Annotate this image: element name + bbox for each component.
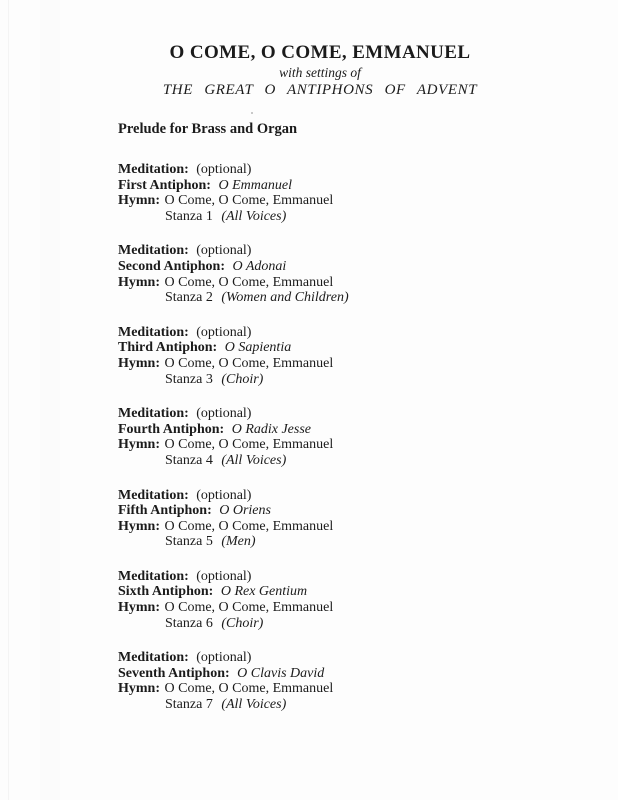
program-entry — [118, 325, 618, 387]
stanza-voices: (Choir) — [221, 371, 264, 387]
meditation-line — [118, 325, 618, 341]
scan-artifact-dot — [251, 112, 253, 114]
hymn-title: O Come, O Come, Emmanuel — [164, 518, 334, 534]
stanza-voices: (Choir) — [221, 615, 264, 631]
antiphon-label: Seventh Antiphon: — [118, 665, 230, 681]
stanza-line — [118, 453, 618, 469]
stanza-line — [118, 697, 618, 713]
stanza-number: Stanza 6 — [165, 615, 213, 631]
prelude-line: Prelude for Brass and Organ — [118, 121, 298, 137]
hymn-line — [118, 519, 618, 535]
program-entry — [118, 243, 618, 305]
antiphon-line — [118, 422, 618, 438]
antiphon-name: O Adonai — [232, 258, 287, 274]
program-entry — [118, 488, 618, 550]
antiphon-name: O Sapientia — [224, 340, 292, 356]
program-entry — [118, 162, 618, 224]
stanza-number: Stanza 2 — [165, 290, 213, 306]
hymn-label: Hymn: — [118, 600, 160, 616]
hymn-title: O Come, O Come, Emmanuel — [164, 274, 334, 290]
stanza-line — [118, 534, 618, 550]
program-entry — [118, 569, 618, 631]
scan-shadow-band — [40, 0, 60, 800]
antiphon-name: O Rex Gentium — [220, 584, 308, 600]
hymn-line — [118, 275, 618, 291]
program-entry — [118, 406, 618, 468]
hymn-line — [118, 681, 618, 697]
meditation-value: (optional) — [196, 487, 252, 503]
meditation-label: Meditation: — [118, 568, 189, 584]
antiphon-label: Sixth Antiphon: — [118, 584, 214, 600]
stanza-voices: (All Voices) — [221, 208, 287, 224]
antiphon-line — [118, 666, 618, 682]
stanza-line — [118, 209, 618, 225]
hymn-line — [118, 356, 618, 372]
stanza-voices: (Women and Children) — [221, 290, 349, 306]
antiphon-label: Fifth Antiphon: — [118, 503, 212, 519]
hymn-label: Hymn: — [118, 681, 160, 697]
stanza-number: Stanza 7 — [165, 697, 213, 713]
stanza-number: Stanza 5 — [165, 534, 213, 550]
scan-edge-line — [8, 0, 9, 800]
document-header — [100, 42, 540, 98]
meditation-label: Meditation: — [118, 162, 189, 177]
antiphon-line — [118, 259, 618, 275]
document-title: O COME, O COME, EMMANUEL — [169, 42, 471, 63]
stanza-voices: (All Voices) — [221, 697, 287, 713]
meditation-label: Meditation: — [118, 650, 189, 666]
meditation-value: (optional) — [196, 162, 252, 177]
document-subtitle: with settings of — [279, 65, 361, 80]
antiphon-name: O Radix Jesse — [231, 421, 312, 437]
hymn-label: Hymn: — [118, 274, 160, 290]
stanza-voices: (All Voices) — [221, 452, 287, 468]
hymn-title: O Come, O Come, Emmanuel — [164, 600, 334, 616]
hymn-line — [118, 193, 618, 209]
series-title: THE GREAT O ANTIPHONS OF ADVENT — [162, 82, 478, 98]
hymn-title: O Come, O Come, Emmanuel — [164, 681, 334, 697]
meditation-line — [118, 569, 618, 585]
program-sections — [118, 162, 618, 713]
hymn-label: Hymn: — [118, 355, 160, 371]
stanza-line — [118, 290, 618, 306]
hymn-title: O Come, O Come, Emmanuel — [164, 437, 334, 453]
antiphon-label: Second Antiphon: — [118, 258, 225, 274]
antiphon-name: O Emmanuel — [218, 177, 292, 193]
meditation-label: Meditation: — [118, 243, 189, 259]
stanza-line — [118, 616, 618, 632]
meditation-label: Meditation: — [118, 324, 189, 340]
hymn-label: Hymn: — [118, 193, 160, 209]
antiphon-label: Fourth Antiphon: — [118, 421, 225, 437]
antiphon-label: First Antiphon: — [118, 177, 211, 193]
meditation-value: (optional) — [196, 243, 252, 259]
meditation-value: (optional) — [196, 406, 252, 422]
hymn-title: O Come, O Come, Emmanuel — [164, 193, 334, 209]
meditation-line — [118, 488, 618, 504]
meditation-line — [118, 650, 618, 666]
meditation-line — [118, 162, 618, 178]
program-entry — [118, 650, 618, 712]
hymn-title: O Come, O Come, Emmanuel — [164, 355, 334, 371]
stanza-number: Stanza 3 — [165, 371, 213, 387]
meditation-label: Meditation: — [118, 406, 189, 422]
antiphon-line — [118, 584, 618, 600]
antiphon-line — [118, 503, 618, 519]
stanza-voices: (Men) — [221, 534, 256, 550]
antiphon-line — [118, 178, 618, 194]
antiphon-line — [118, 340, 618, 356]
stanza-line — [118, 372, 618, 388]
meditation-label: Meditation: — [118, 487, 189, 503]
meditation-line — [118, 406, 618, 422]
hymn-label: Hymn: — [118, 518, 160, 534]
hymn-line — [118, 437, 618, 453]
meditation-value: (optional) — [196, 650, 252, 666]
hymn-line — [118, 600, 618, 616]
antiphon-label: Third Antiphon: — [118, 340, 218, 356]
hymn-label: Hymn: — [118, 437, 160, 453]
antiphon-name: O Clavis David — [237, 665, 325, 681]
meditation-value: (optional) — [196, 568, 252, 584]
meditation-line — [118, 243, 618, 259]
meditation-value: (optional) — [196, 324, 252, 340]
antiphon-name: O Oriens — [219, 503, 271, 519]
stanza-number: Stanza 4 — [165, 452, 213, 468]
stanza-number: Stanza 1 — [165, 208, 213, 224]
